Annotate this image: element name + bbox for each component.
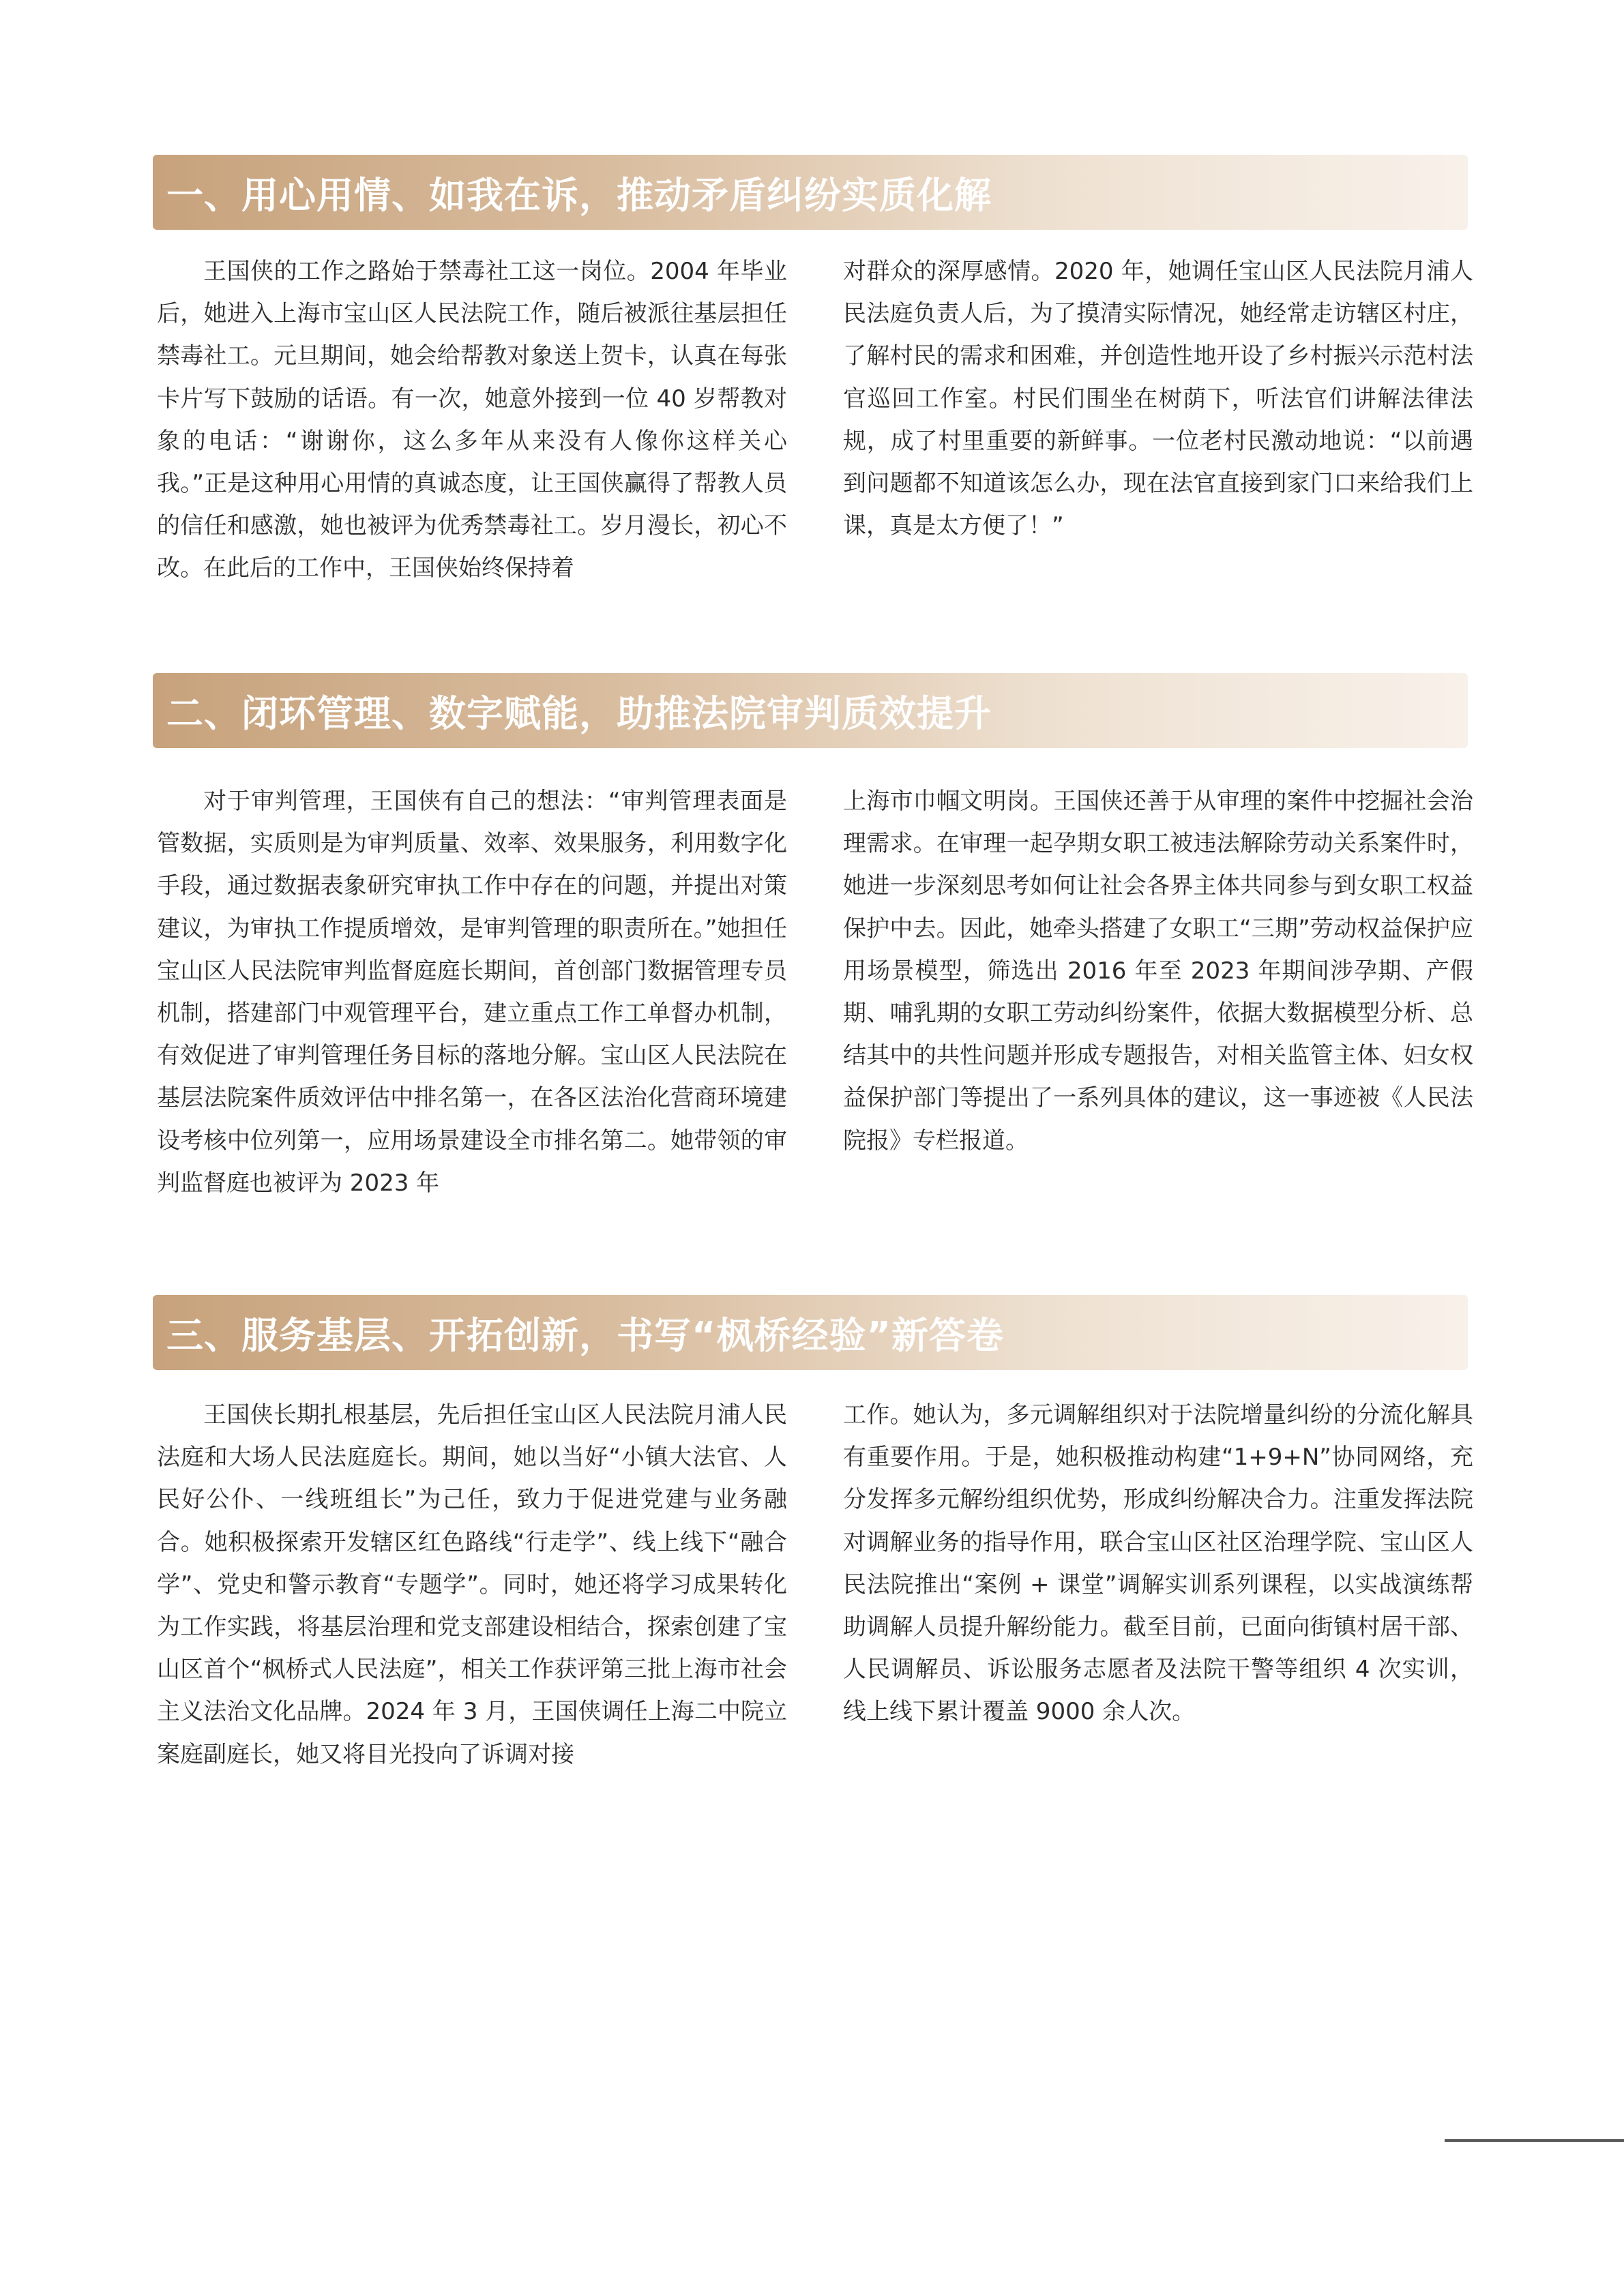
section-3-left-column: 王国侠长期扎根基层，先后担任宝山区人民法院月浦人民法庭和大场人民法庭庭长。期间，她以当好“小镇大法官、人民好公仆、一线班组长”为己任，致力于促进党建与业务融合。她积极探索开发辖区红色路线“行走学”、线上线下“融合学”、党史和警示教育“专题学”。同时，她还将学习成果转化为工作实践，将基层治理和党支部建设相结合，探索创建了宝山区首个“枫桥式人民法庭”，相关工作获评第三批上海市社会主义法治文化品牌。2024 年 3 月，王国侠调任上海二中院立案庭副庭长，她又将目光投向了诉调对接: [157, 1401, 787, 1768]
section-2-right-column: 上海市巾帼文明岗。王国侠还善于从审理的案件中挖掘社会治理需求。在审理一起孕期女职工被违法解除劳动关系案件时，她进一步深刻思考如何让社会各界主体共同参与到女职工权益保护中去。因此，她牵头搭建了女职工“三期”劳动权益保护应用场景模型，筛选出 2016 年至 2023 年期间涉孕期、产假期、哺乳期的女职工劳动纠纷案件，依据大数据模型分析、总结其中的共性问题并形成专题报告，对相关监管主体、妇女权益保护部门等提出了一系列具体的建议，这一事迹被《人民法院报》专栏报道。: [843, 788, 1473, 1154]
section-2-title: 二、闭环管理、数字赋能，助推法院审判质效提升: [166, 691, 992, 735]
section-1-left-column: 王国侠的工作之路始于禁毒社工这一岗位。2004 年毕业后，她进入上海市宝山区人民法院工作，随后被派往基层担任禁毒社工。元旦期间，她会给帮教对象送上贺卡，认真在每张卡片写下鼓励的话语。有一次，她意外接到一位 40 岁帮教对象的电话：“谢谢你，这么多年从来没有人像你这样关心我。”正是这种用心用情的真诚态度，让王国侠赢得了帮教人员的信任和感激，她也被评为优秀禁毒社工。岁月漫长，初心不改。在此后的工作中，王国侠始终保持着: [157, 258, 787, 582]
section-1-right-column: 对群众的深厚感情。2020 年，她调任宝山区人民法院月浦人民法庭负责人后，为了摸清实际情况，她经常走访辖区村庄，了解村民的需求和困难，并创造性地开设了乡村振兴示范村法官巡回工作室。村民们围坐在树荫下，听法官们讲解法律法规，成了村里重要的新鲜事。一位老村民激动地说：“以前遇到问题都不知道该怎么办，现在法官直接到家门口来给我们上课，真是太方便了！”: [843, 258, 1473, 540]
footer-rule: [1445, 2139, 1624, 2142]
section-2-banner: [153, 673, 1468, 748]
section-3-banner: [153, 1295, 1468, 1370]
section-1-title: 一、用心用情、如我在诉，推动矛盾纠纷实质化解: [166, 173, 992, 217]
section-1-banner: [153, 155, 1468, 230]
section-2-left-column: 对于审判管理，王国侠有自己的想法：“审判管理表面是管数据，实质则是为审判质量、效率、效果服务，利用数字化手段，通过数据表象研究审执工作中存在的问题，并提出对策建议，为审执工作提质增效，是审判管理的职责所在。”她担任宝山区人民法院审判监督庭庭长期间，首创部门数据管理专员机制，搭建部门中观管理平台，建立重点工作工单督办机制，有效促进了审判管理任务目标的落地分解。宝山区人民法院在基层法院案件质效评估中排名第一，在各区法治化营商环境建设考核中位列第一，应用场景建设全市排名第二。她带领的审判监督庭也被评为 2023 年: [157, 788, 787, 1197]
section-3-title: 三、服务基层、开拓创新，书写“枫桥经验”新答卷: [166, 1313, 1004, 1357]
section-3-right-column: 工作。她认为，多元调解组织对于法院增量纠纷的分流化解具有重要作用。于是，她积极推动构建“1+9+N”协同网络，充分发挥多元解纷组织优势，形成纠纷解决合力。注重发挥法院对调解业务的指导作用，联合宝山区社区治理学院、宝山区人民法院推出“案例 + 课堂”调解实训系列课程，以实战演练帮助调解人员提升解纷能力。截至目前，已面向街镇村居干部、人民调解员、诉讼服务志愿者及法院干警等组织 4 次实训，线上线下累计覆盖 9000 余人次。: [843, 1401, 1473, 1726]
